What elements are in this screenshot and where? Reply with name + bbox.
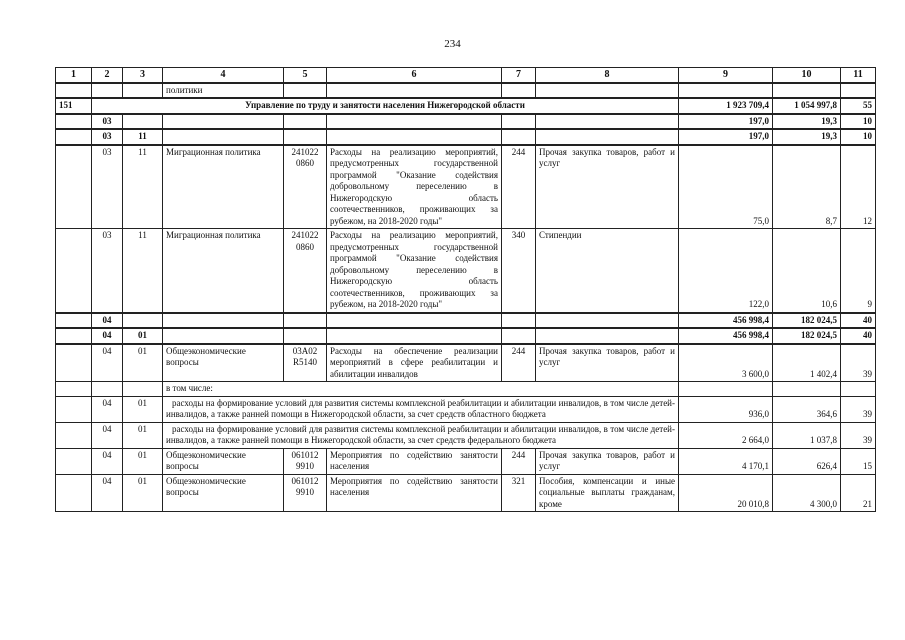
plan-amount: 20 010,8 bbox=[679, 474, 773, 512]
percent-executed: 39 bbox=[841, 396, 876, 422]
function-name: Общеэкономические вопросы bbox=[163, 344, 284, 382]
column-header: 6 bbox=[327, 68, 502, 83]
section-total-row bbox=[56, 114, 876, 130]
section-code: 03 bbox=[92, 145, 123, 229]
budget-table bbox=[55, 67, 876, 512]
table-row bbox=[56, 422, 876, 448]
percent-executed: 39 bbox=[841, 422, 876, 448]
table-row bbox=[56, 474, 876, 512]
subsection-total-row bbox=[56, 129, 876, 145]
section-code: 03 bbox=[92, 114, 123, 130]
target-article-code: 241022 0860 bbox=[284, 229, 327, 313]
percent-executed: 10 bbox=[841, 114, 876, 130]
subsection-code: 11 bbox=[123, 129, 163, 145]
department-total-row bbox=[56, 98, 876, 114]
table-row bbox=[56, 448, 876, 474]
column-header: 4 bbox=[163, 68, 284, 83]
actual-amount: 19,3 bbox=[773, 114, 841, 130]
subsection-code: 11 bbox=[123, 229, 163, 313]
expense-description: Расходы на обеспечение реализации мероприятий в сфере реабилитации и абилитации инвалидов bbox=[327, 344, 502, 382]
plan-amount: 197,0 bbox=[679, 129, 773, 145]
function-name: Общеэкономические вопросы bbox=[163, 448, 284, 474]
table-row bbox=[56, 344, 876, 382]
section-code: 04 bbox=[92, 422, 123, 448]
subsection-code: 01 bbox=[123, 396, 163, 422]
percent-executed: 10 bbox=[841, 129, 876, 145]
column-header: 2 bbox=[92, 68, 123, 83]
percent-executed: 40 bbox=[841, 313, 876, 329]
plan-amount: 75,0 bbox=[679, 145, 773, 229]
expense-description: Мероприятия по содействию занятости населения bbox=[327, 474, 502, 512]
target-article-code: 03А02 R5140 bbox=[284, 344, 327, 382]
actual-amount: 1 054 997,8 bbox=[773, 98, 841, 114]
page-number: 234 bbox=[444, 38, 461, 50]
target-article-code: 061012 9910 bbox=[284, 448, 327, 474]
section-code: 04 bbox=[92, 328, 123, 344]
column-header: 9 bbox=[679, 68, 773, 83]
actual-amount: 182 024,5 bbox=[773, 328, 841, 344]
expense-breakdown-description: расходы на формирование условий для развития системы комплексной реабилитации и абилитации инвалидов, в том числе детей-инвалидов, а также ранней помощи в Нижегородской области, за счет средств федерального бюджета bbox=[163, 422, 679, 448]
actual-amount: 4 300,0 bbox=[773, 474, 841, 512]
actual-amount: 10,6 bbox=[773, 229, 841, 313]
expense-type-code: 321 bbox=[502, 474, 536, 512]
section-total-row bbox=[56, 313, 876, 329]
column-header: 11 bbox=[841, 68, 876, 83]
expense-description: Мероприятия по содействию занятости населения bbox=[327, 448, 502, 474]
expense-type-name: Прочая закупка товаров, работ и услуг bbox=[536, 448, 679, 474]
function-name: Общеэкономические вопросы bbox=[163, 474, 284, 512]
actual-amount: 1 402,4 bbox=[773, 344, 841, 382]
plan-amount: 2 664,0 bbox=[679, 422, 773, 448]
expense-type-name: Пособия, компенсации и иные социальные выплаты гражданам, кроме bbox=[536, 474, 679, 512]
department-title: Управление по труду и занятости населения Нижегородской области bbox=[92, 98, 679, 114]
percent-executed: 12 bbox=[841, 145, 876, 229]
column-header: 3 bbox=[123, 68, 163, 83]
section-code: 04 bbox=[92, 313, 123, 329]
expense-type-code: 244 bbox=[502, 448, 536, 474]
column-header: 5 bbox=[284, 68, 327, 83]
percent-executed: 40 bbox=[841, 328, 876, 344]
plan-amount: 122,0 bbox=[679, 229, 773, 313]
table-row bbox=[56, 145, 876, 229]
function-name: Миграционная политика bbox=[163, 229, 284, 313]
section-code: 03 bbox=[92, 129, 123, 145]
percent-executed: 39 bbox=[841, 344, 876, 382]
target-article-code: 241022 0860 bbox=[284, 145, 327, 229]
plan-amount: 1 923 709,4 bbox=[679, 98, 773, 114]
plan-amount: 197,0 bbox=[679, 114, 773, 130]
column-header: 10 bbox=[773, 68, 841, 83]
plan-amount: 3 600,0 bbox=[679, 344, 773, 382]
expense-type-code: 340 bbox=[502, 229, 536, 313]
expense-breakdown-description: расходы на формирование условий для развития системы комплексной реабилитации и абилитации инвалидов, в том числе детей-инвалидов, а также ранней помощи в Нижегородской области, за счет средств областного бюджета bbox=[163, 396, 679, 422]
plan-amount: 456 998,4 bbox=[679, 313, 773, 329]
expense-type-name: Стипендии bbox=[536, 229, 679, 313]
table-header-row bbox=[56, 68, 876, 83]
actual-amount: 182 024,5 bbox=[773, 313, 841, 329]
section-code: 04 bbox=[92, 396, 123, 422]
subsection-code: 01 bbox=[123, 474, 163, 512]
table-row bbox=[56, 229, 876, 313]
plan-amount: 936,0 bbox=[679, 396, 773, 422]
table-row bbox=[56, 396, 876, 422]
percent-executed: 15 bbox=[841, 448, 876, 474]
subsection-code: 01 bbox=[123, 448, 163, 474]
expense-description: Расходы на реализацию мероприятий, предусмотренных государственной программой "Оказание содействия добровольному переселению в Нижегородскую область соотечественников, проживающих за рубежом, на 2018-2020 годы" bbox=[327, 145, 502, 229]
expense-type-name: Прочая закупка товаров, работ и услуг bbox=[536, 145, 679, 229]
function-name: Миграционная политика bbox=[163, 145, 284, 229]
actual-amount: 364,6 bbox=[773, 396, 841, 422]
plan-amount: 4 170,1 bbox=[679, 448, 773, 474]
actual-amount: 1 037,8 bbox=[773, 422, 841, 448]
column-header: 7 bbox=[502, 68, 536, 83]
column-header: 8 bbox=[536, 68, 679, 83]
expense-type-name: Прочая закупка товаров, работ и услуг bbox=[536, 344, 679, 382]
subsection-code: 01 bbox=[123, 422, 163, 448]
actual-amount: 19,3 bbox=[773, 129, 841, 145]
expense-type-code: 244 bbox=[502, 145, 536, 229]
table-row bbox=[56, 382, 876, 397]
section-code: 04 bbox=[92, 344, 123, 382]
target-article-code: 061012 9910 bbox=[284, 474, 327, 512]
percent-executed: 9 bbox=[841, 229, 876, 313]
column-header: 1 bbox=[56, 68, 92, 83]
section-code: 03 bbox=[92, 229, 123, 313]
expense-description: Расходы на реализацию мероприятий, предусмотренных государственной программой "Оказание содействия добровольному переселению в Нижегородскую область соотечественников, проживающих за рубежом, на 2018-2020 годы" bbox=[327, 229, 502, 313]
function-name: политики bbox=[163, 83, 284, 99]
table-row bbox=[56, 83, 876, 99]
section-code: 04 bbox=[92, 448, 123, 474]
percent-executed: 55 bbox=[841, 98, 876, 114]
actual-amount: 626,4 bbox=[773, 448, 841, 474]
actual-amount: 8,7 bbox=[773, 145, 841, 229]
section-code: 04 bbox=[92, 474, 123, 512]
subsection-code: 11 bbox=[123, 145, 163, 229]
percent-executed: 21 bbox=[841, 474, 876, 512]
subsection-total-row bbox=[56, 328, 876, 344]
subsection-code: 01 bbox=[123, 328, 163, 344]
subsection-code: 01 bbox=[123, 344, 163, 382]
expense-type-code: 244 bbox=[502, 344, 536, 382]
plan-amount: 456 998,4 bbox=[679, 328, 773, 344]
department-code: 151 bbox=[56, 98, 92, 114]
including-label: в том числе: bbox=[163, 382, 679, 397]
